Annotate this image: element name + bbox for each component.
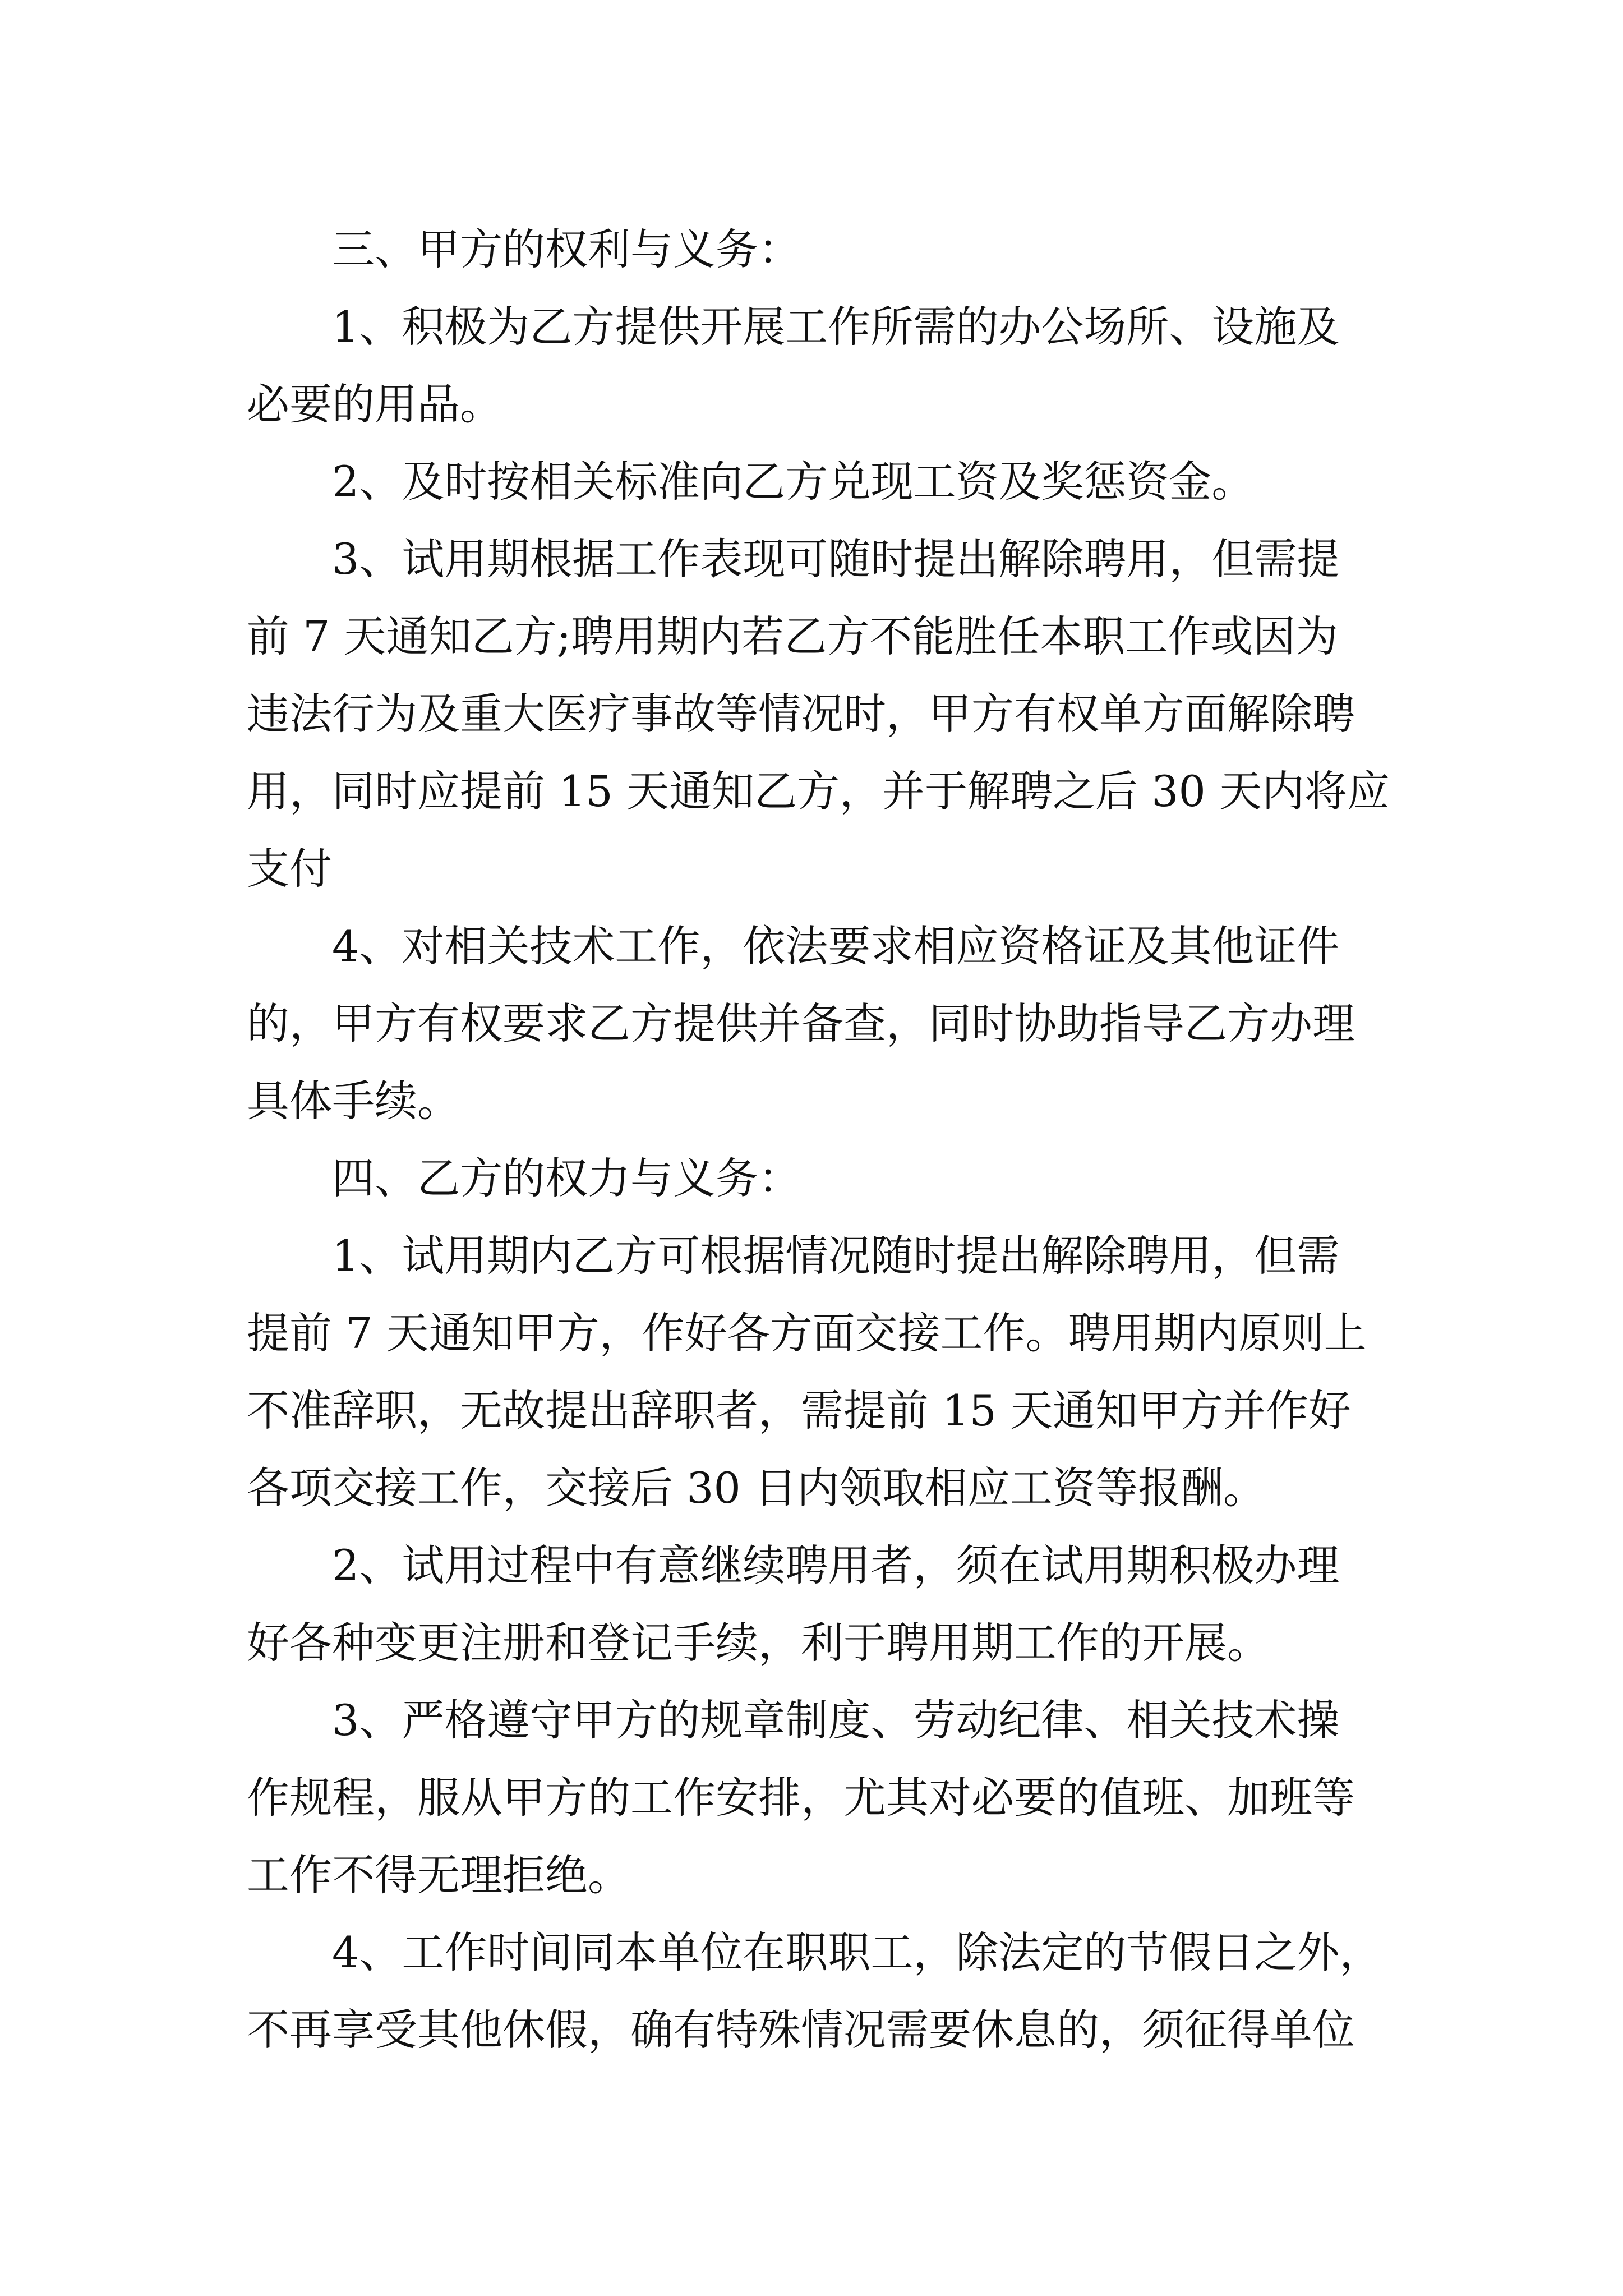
party-b-clause-3 [247,1682,1391,1914]
text-line: 必要的用品。 [247,379,502,429]
party-b-clause-4 [247,1914,1391,2069]
text-line: 三、甲方的权利与义务： [332,224,801,274]
text-line: 1、积极为乙方提供开展工作所需的办公场所、设施及 [332,302,1340,352]
text-line: 3、严格遵守甲方的规章制度、劳动纪律、相关技术操 [332,1695,1340,1745]
text-line: 提前 7 天通知甲方，作好各方面交接工作。聘用期内原则上 [247,1308,1367,1358]
text-line: 工作不得无理拒绝。 [247,1850,630,1900]
document-body [247,211,1391,2069]
party-a-clause-3 [247,521,1391,908]
text-line: 4、对相关技术工作，依法要求相应资格证及其他证件 [332,921,1340,971]
party-b-clause-1 [247,1217,1391,1527]
text-line: 不准辞职，无故提出辞职者，需提前 15 天通知甲方并作好 [247,1386,1352,1435]
text-line: 具体手续。 [247,1076,460,1126]
text-line: 违法行为及重大医疗事故等情况时，甲方有权单方面解除聘 [247,689,1355,739]
text-line: 好各种变更注册和登记手续，利于聘用期工作的开展。 [247,1618,1270,1668]
text-line: 支付 [247,844,332,894]
text-line: 4、工作时间同本单位在职职工，除法定的节假日之外， [332,1927,1382,1977]
text-line: 不再享受其他休假，确有特殊情况需要休息的，须征得单位 [247,2005,1355,2055]
party-a-clause-1 [247,288,1391,443]
section-heading-party-a [247,211,1391,288]
text-line: 前 7 天通知乙方;聘用期内若乙方不能胜任本职工作或因为 [247,611,1339,661]
text-line: 作规程，服从甲方的工作安排，尤其对必要的值班、加班等 [247,1773,1355,1823]
text-line: 2、试用过程中有意继续聘用者，须在试用期积极办理 [332,1540,1340,1590]
text-line: 2、及时按相关标准向乙方兑现工资及奖惩资金。 [332,457,1255,507]
text-line: 的，甲方有权要求乙方提供并备查，同时协助指导乙方办理 [247,999,1355,1048]
text-line: 1、试用期内乙方可根据情况随时提出解除聘用，但需 [332,1231,1340,1281]
text-line: 各项交接工作，交接后 30 日内领取相应工资等报酬。 [247,1463,1266,1513]
text-line: 3、试用期根据工作表现可随时提出解除聘用，但需提 [332,534,1340,584]
section-heading-party-b [247,1140,1391,1217]
party-b-clause-2 [247,1527,1391,1682]
text-line: 用，同时应提前 15 天通知乙方，并于解聘之后 30 天内将应 [247,766,1390,816]
text-line: 四、乙方的权力与义务： [332,1153,801,1203]
party-a-clause-2 [247,443,1391,521]
party-a-clause-4 [247,908,1391,1140]
